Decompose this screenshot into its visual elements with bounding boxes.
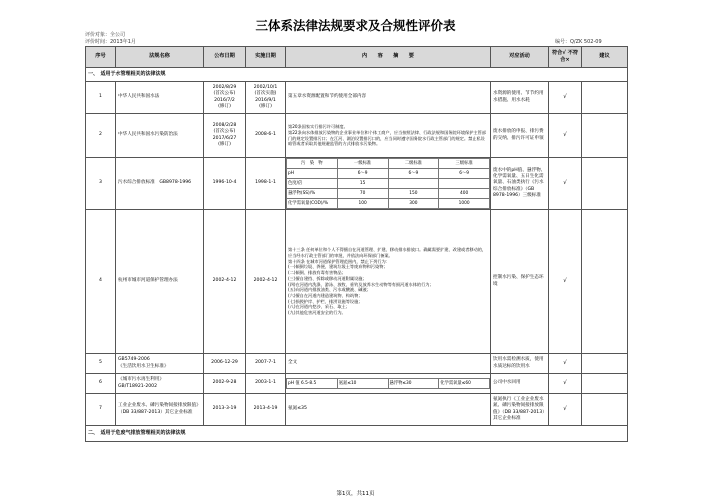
evaluation-time: 评价时间：2013年1月 (85, 39, 136, 45)
row-eff: 2013-4-19 (246, 394, 286, 426)
pollutant-cell: 300 (388, 199, 439, 209)
table-row (86, 394, 628, 426)
row-suggestion (582, 82, 628, 114)
row-name: 中华人民共和国水污染防治法 (116, 114, 204, 158)
row-no: 7 (86, 394, 116, 426)
row-mark: √ (549, 374, 582, 394)
value-ss: 悬浮物≤30 (388, 379, 439, 389)
header-suggestion: 建议 (582, 47, 628, 68)
row-pub: 2002-4-12 (204, 210, 246, 354)
row-suggestion (582, 210, 628, 354)
document-code: 编号：Q/ZK 502-09 (555, 39, 602, 45)
row-eff: 2007-7-1 (246, 354, 286, 374)
row-no: 2 (86, 114, 116, 158)
pollutant-cell: 悬浮物(SS)/% (287, 189, 338, 199)
row-pub: 2013-3-19 (204, 394, 246, 426)
header-compliance: 符合√ 不符合× (549, 47, 582, 68)
row-name: 中华人民共和国水法 (116, 82, 204, 114)
pollutant-header: 污 染 物 (287, 159, 338, 169)
row6-values-table (286, 378, 490, 389)
pollutant-cell: 化学需氧量(COD)/% (287, 199, 338, 209)
table-row (86, 82, 628, 114)
row-mark: √ (549, 82, 582, 114)
row-mark: √ (549, 210, 582, 354)
row-eff: 1998-1-1 (246, 158, 286, 210)
pollutant-cell: 15 (337, 179, 388, 189)
table-row (86, 114, 628, 158)
header-pub: 公布日期 (204, 47, 246, 68)
value-nh3: 氨氮≤10 (337, 379, 388, 389)
row-activity: 饮用水需检测水质，使用水质达标的饮用水 (491, 354, 549, 374)
row-no: 5 (86, 354, 116, 374)
pollutant-cell: 1000 (439, 199, 490, 209)
section-two-label: 二、 适用于危废气排放管理相关的法律法规 (86, 426, 628, 442)
row-eff: 2003-1-1 (246, 374, 286, 394)
row-summary: 全文 (286, 354, 491, 374)
table-row (86, 354, 628, 374)
row-pub: 2006-12-29 (204, 354, 246, 374)
row-suggestion (582, 158, 628, 210)
section-one-label: 一、 适用于水管理相关的法律法规 (86, 68, 628, 82)
pollutant-cell: 6～9 (439, 169, 490, 179)
row-pub: 2008/2/28 (首次公布) 2017/6/27 (修订) (204, 114, 246, 158)
row-summary (286, 158, 491, 210)
pollutant-header: 一级标准 (337, 159, 388, 169)
row-summary (286, 374, 491, 394)
table-row (86, 374, 628, 394)
value-ph: pH 值 6.5-8.5 (287, 379, 338, 389)
row-eff: 2002/10/1 (首次实施) 2016/9/1 (修订) (246, 82, 286, 114)
regulation-table (85, 46, 628, 442)
row-name: 《城市污水再生利用》 GB/T18921-2002 (116, 374, 204, 394)
row-mark: √ (549, 354, 582, 374)
row-pub: 2002-9-28 (204, 374, 246, 394)
pollutant-cell: 400 (439, 189, 490, 199)
table-row (86, 158, 628, 210)
row-suggestion (582, 374, 628, 394)
row-suggestion (582, 394, 628, 426)
row-eff: 2008-6-1 (246, 114, 286, 158)
row-name: GB5749-2006 《生活饮用水卫生标准》 (116, 354, 204, 374)
table-row (86, 210, 628, 354)
row-activity: 氨氮执行《工业企业废水氮、磷污染物间接排放限值》（DB 33/887-2013）其它企业标准 (491, 394, 549, 426)
pollutant-cell: pH (287, 169, 338, 179)
row-name: 污水综合排放标准 GB8978-1996 (116, 158, 204, 210)
header-activity: 对应活动 (491, 47, 549, 68)
row-suggestion (582, 354, 628, 374)
header-no: 序号 (86, 47, 116, 68)
evaluation-object: 评价对象：全公司 (85, 32, 126, 38)
pollutant-table (286, 158, 490, 209)
pollutant-header: 三级标准 (439, 159, 490, 169)
row-name: 工业企业废水、磷污染物间接排放限值》（DB 33/887-2013）其它企业标准 (116, 394, 204, 426)
pollutant-header: 二级标准 (388, 159, 439, 169)
section-two (86, 426, 628, 442)
section-one (86, 68, 628, 82)
row-activity: 水资源的使用、节节约用水措施、用水水耗 (491, 82, 549, 114)
value-cod: 化学需氧量≤60 (439, 379, 490, 389)
header-row (86, 47, 628, 68)
row-no: 1 (86, 82, 116, 114)
page-footer: 第1页，共11页 (336, 491, 375, 497)
header-summary: 内 容 摘 要 (286, 47, 491, 68)
pollutant-cell (439, 179, 490, 189)
pollutant-cell: 6～9 (337, 169, 388, 179)
row-activity: 废水排放的申报、排污费的交纳、排污许可证申领 (491, 114, 549, 158)
row-summary: 第五章水资源配置和节约使用全部内容 (286, 82, 491, 114)
pollutant-cell: 100 (337, 199, 388, 209)
pollutant-cell: 70 (337, 189, 388, 199)
row-activity: 控制水污染、保护生态环境 (491, 210, 549, 354)
row-activity: 公司中水回用 (491, 374, 549, 394)
row-pub: 1996-10-4 (204, 158, 246, 210)
header-name: 法规名称 (116, 47, 204, 68)
row-activity: 废水中的pH值、悬浮物、化学需氧量、五日生化需氧量、石油类执行《污水综合排放标准》（GB 8978-1996）三级标准 (491, 158, 549, 210)
row-eff: 2002-4-12 (246, 210, 286, 354)
row-no: 3 (86, 158, 116, 210)
row-suggestion (582, 114, 628, 158)
row-mark: √ (549, 114, 582, 158)
row-no: 4 (86, 210, 116, 354)
pollutant-cell (388, 179, 439, 189)
row-mark: √ (549, 158, 582, 210)
header-eff: 实施日期 (246, 47, 286, 68)
row-pub: 2002/8/29 (首次公布) 2016/7/2 (修订) (204, 82, 246, 114)
pollutant-cell: 6～9 (388, 169, 439, 179)
pollutant-cell: 150 (388, 189, 439, 199)
pollutant-cell: 色度/倍 (287, 179, 338, 189)
row-summary: 第十三条 任何单位和个人不得擅自在河道管理、扩建、移动排水排放口。确属需要扩建、改建或者移动的，应当经水行政主管部门的审批，并依法向环保部门备案。 第十四条 在城市河道保护管理范围内，禁止下列行为： (一)倾倒垃圾、粪便、建筑垃圾土等废弃物和污染物； (二)倾倒、排放有毒有害物品； (三)擅自建挡、拆除或移动河道附属设施； (四)在河道内洗涤、游泳、放牧、垂钓及放养水生动物等有损河道水体的行为； (五)向河道内排放油类、污水或酸液、碱液； (六)擅自在河道内建造建筑物、构筑物； (七)损毁护岸、护栏、排涝设施等设施； (八)在河道内挖沙、采石、取土； (九)其他危害河道安全的行为。 (286, 210, 491, 354)
row-mark: √ (549, 394, 582, 426)
row-name: 杭州市城市河道保护管理办法 (116, 210, 204, 354)
row-no: 6 (86, 374, 116, 394)
page-title: 三体系法律法规要求及合规性评价表 (255, 18, 456, 33)
row-summary: 第20条国家实行排污许可制度。 第22条向水体排放污染物的企业事业单位和个体工商户，应当按照法律、行政法规和国务院环境保护主管部门的规定设置排污口；在江河、湖泊设置排污口的，应当同时遵守国务院水行政主管部门的规定。禁止私设暗管或者采取其他规避监管的方式排放水污染物。 (286, 114, 491, 158)
row-summary: 氨氮≤35 (286, 394, 491, 426)
